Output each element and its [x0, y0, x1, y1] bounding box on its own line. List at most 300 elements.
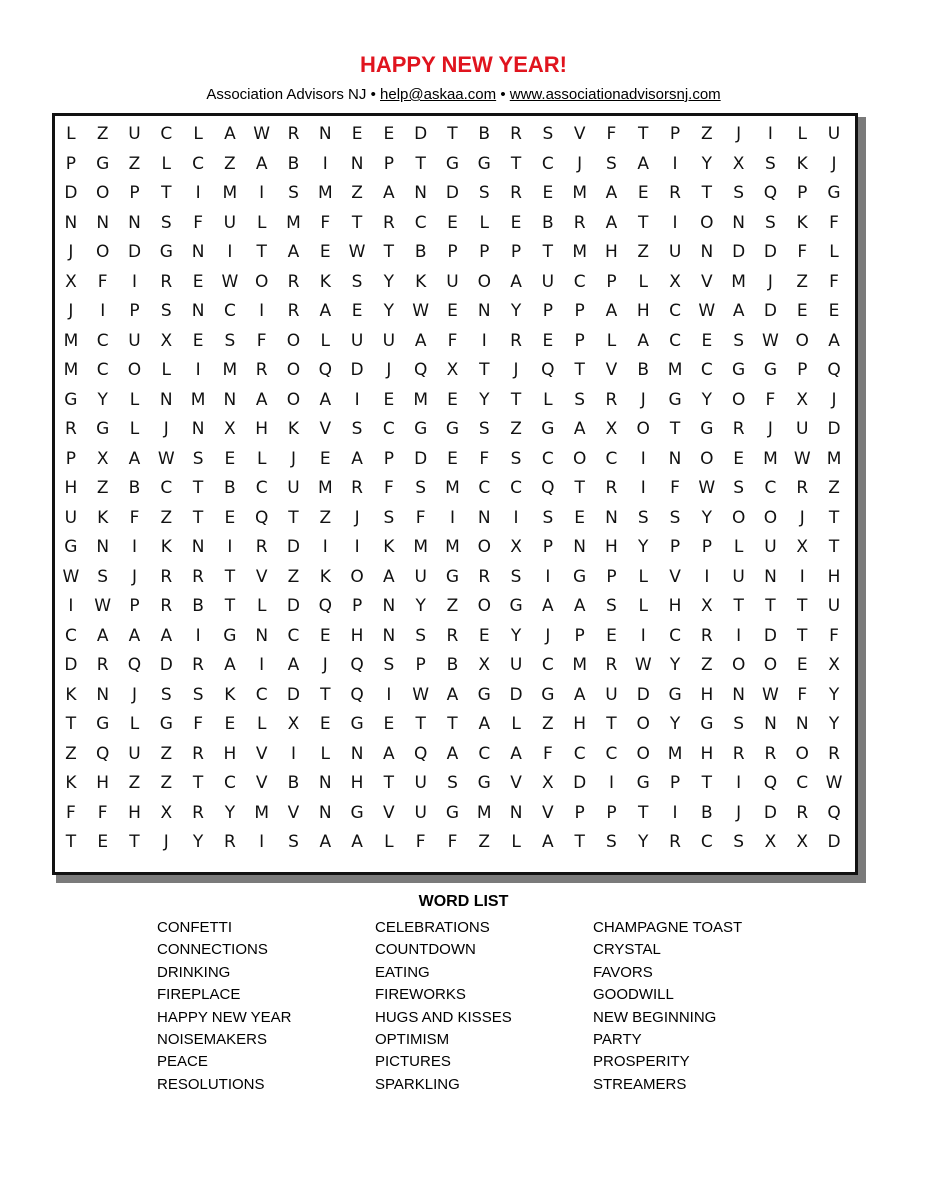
grid-letter[interactable]: O: [477, 537, 491, 557]
grid-letter[interactable]: N: [318, 802, 332, 823]
grid-letter[interactable]: E: [447, 212, 458, 233]
grid-letter[interactable]: G: [64, 389, 78, 410]
grid-letter[interactable]: W: [793, 448, 811, 469]
grid-letter[interactable]: E: [828, 301, 840, 321]
grid-letter[interactable]: T: [447, 714, 458, 734]
grid-letter[interactable]: P: [129, 301, 140, 321]
grid-letter[interactable]: C: [541, 655, 554, 675]
grid-letter[interactable]: P: [447, 242, 458, 262]
grid-letter[interactable]: E: [796, 655, 808, 675]
grid-letter[interactable]: G: [477, 684, 491, 705]
grid-letter[interactable]: I: [322, 153, 328, 174]
grid-letter[interactable]: E: [447, 448, 458, 469]
grid-letter[interactable]: P: [797, 183, 808, 203]
grid-letter[interactable]: Z: [796, 271, 809, 292]
grid-letter[interactable]: K: [224, 684, 236, 705]
grid-letter[interactable]: O: [286, 360, 301, 380]
grid-letter[interactable]: H: [128, 802, 141, 823]
grid-letter[interactable]: T: [669, 419, 681, 439]
grid-letter[interactable]: R: [192, 566, 204, 587]
grid-letter[interactable]: C: [700, 832, 713, 852]
grid-letter[interactable]: S: [606, 153, 617, 174]
grid-letter[interactable]: A: [255, 389, 268, 410]
grid-letter[interactable]: D: [286, 537, 301, 557]
grid-letter[interactable]: M: [445, 537, 460, 557]
grid-letter[interactable]: B: [287, 773, 300, 793]
grid-letter[interactable]: A: [351, 832, 363, 852]
grid-letter[interactable]: F: [193, 212, 203, 233]
grid-letter[interactable]: J: [577, 153, 583, 174]
grid-letter[interactable]: Z: [542, 714, 554, 734]
grid-letter[interactable]: T: [828, 537, 840, 557]
grid-letter[interactable]: G: [477, 773, 491, 793]
grid-letter[interactable]: L: [256, 596, 267, 616]
grid-letter[interactable]: A: [224, 124, 236, 144]
grid-letter[interactable]: K: [415, 271, 427, 292]
grid-letter[interactable]: I: [227, 537, 233, 557]
grid-letter[interactable]: Q: [318, 596, 332, 616]
grid-letter[interactable]: I: [259, 301, 265, 321]
grid-letter[interactable]: V: [605, 360, 618, 380]
grid-letter[interactable]: F: [97, 802, 108, 823]
grid-letter[interactable]: B: [637, 360, 650, 380]
grid-letter[interactable]: L: [129, 389, 140, 410]
grid-letter[interactable]: F: [829, 212, 839, 233]
grid-letter[interactable]: Q: [413, 360, 428, 380]
grid-letter[interactable]: A: [510, 743, 522, 764]
grid-letter[interactable]: X: [796, 537, 809, 557]
grid-letter[interactable]: A: [478, 714, 491, 734]
grid-letter[interactable]: I: [322, 537, 328, 557]
grid-letter[interactable]: Y: [701, 153, 713, 174]
grid-letter[interactable]: T: [574, 478, 585, 498]
grid-letter[interactable]: V: [383, 802, 395, 823]
grid-letter[interactable]: M: [572, 183, 587, 203]
grid-letter[interactable]: Y: [383, 271, 395, 292]
grid-letter[interactable]: N: [255, 625, 269, 646]
grid-letter[interactable]: Z: [446, 596, 459, 616]
grid-letter[interactable]: L: [829, 242, 839, 262]
grid-letter[interactable]: S: [351, 419, 363, 439]
grid-letter[interactable]: X: [701, 596, 713, 616]
grid-letter[interactable]: W: [62, 566, 80, 587]
grid-letter[interactable]: A: [128, 448, 141, 469]
grid-letter[interactable]: C: [796, 773, 809, 793]
grid-letter[interactable]: E: [701, 330, 713, 351]
grid-letter[interactable]: Z: [160, 743, 173, 764]
grid-letter[interactable]: E: [319, 242, 331, 262]
grid-letter[interactable]: Q: [413, 743, 428, 764]
grid-letter[interactable]: P: [574, 625, 585, 646]
grid-letter[interactable]: A: [319, 389, 332, 410]
grid-letter[interactable]: O: [96, 242, 110, 262]
grid-letter[interactable]: I: [640, 625, 646, 646]
grid-letter[interactable]: X: [65, 271, 77, 292]
grid-letter[interactable]: M: [476, 802, 492, 823]
grid-letter[interactable]: O: [572, 448, 587, 469]
grid-letter[interactable]: S: [510, 566, 522, 587]
grid-letter[interactable]: T: [192, 478, 204, 498]
grid-letter[interactable]: T: [256, 242, 267, 262]
grid-letter[interactable]: N: [382, 596, 396, 616]
grid-letter[interactable]: T: [733, 596, 744, 616]
grid-letter[interactable]: Z: [65, 743, 77, 764]
grid-letter[interactable]: A: [446, 743, 459, 764]
grid-letter[interactable]: D: [286, 596, 301, 616]
grid-letter[interactable]: M: [222, 183, 238, 203]
grid-letter[interactable]: Y: [701, 507, 713, 528]
grid-letter[interactable]: K: [287, 419, 300, 439]
grid-letter[interactable]: G: [159, 242, 173, 262]
email-link[interactable]: help@askaa.com: [380, 86, 497, 103]
grid-letter[interactable]: H: [350, 773, 364, 793]
grid-letter[interactable]: I: [640, 478, 646, 498]
grid-letter[interactable]: A: [224, 655, 236, 675]
grid-letter[interactable]: F: [415, 507, 426, 528]
grid-letter[interactable]: M: [63, 360, 79, 380]
grid-letter[interactable]: D: [64, 183, 78, 203]
grid-letter[interactable]: N: [477, 507, 491, 528]
grid-letter[interactable]: A: [573, 419, 586, 439]
grid-letter[interactable]: Z: [637, 242, 650, 262]
grid-letter[interactable]: E: [319, 714, 331, 734]
grid-letter[interactable]: J: [131, 566, 137, 587]
grid-letter[interactable]: J: [545, 625, 551, 646]
grid-letter[interactable]: Q: [350, 655, 364, 675]
grid-letter[interactable]: I: [259, 832, 265, 852]
grid-letter[interactable]: G: [763, 360, 778, 380]
grid-letter[interactable]: R: [700, 625, 713, 646]
grid-letter[interactable]: X: [605, 419, 618, 439]
grid-letter[interactable]: Y: [510, 625, 522, 646]
grid-letter[interactable]: L: [320, 743, 331, 764]
grid-letter[interactable]: U: [350, 330, 364, 351]
grid-letter[interactable]: X: [224, 419, 236, 439]
grid-letter[interactable]: E: [606, 625, 617, 646]
grid-letter[interactable]: Q: [318, 360, 332, 380]
grid-letter[interactable]: F: [66, 802, 76, 823]
grid-letter[interactable]: F: [129, 507, 140, 528]
grid-letter[interactable]: E: [351, 124, 363, 144]
grid-letter[interactable]: T: [383, 242, 395, 262]
grid-letter[interactable]: Y: [415, 596, 426, 616]
grid-letter[interactable]: E: [224, 714, 236, 734]
grid-letter[interactable]: D: [350, 360, 364, 380]
grid-letter[interactable]: L: [256, 212, 267, 233]
grid-letter[interactable]: F: [542, 743, 553, 764]
grid-letter[interactable]: R: [160, 566, 173, 587]
grid-letter[interactable]: B: [701, 802, 713, 823]
grid-letter[interactable]: O: [96, 183, 110, 203]
grid-letter[interactable]: G: [445, 153, 460, 174]
grid-letter[interactable]: F: [383, 478, 394, 498]
grid-letter[interactable]: I: [354, 389, 360, 410]
grid-letter[interactable]: I: [354, 537, 360, 557]
grid-letter[interactable]: A: [255, 153, 268, 174]
grid-letter[interactable]: C: [223, 773, 236, 793]
grid-letter[interactable]: E: [637, 183, 649, 203]
grid-letter[interactable]: A: [383, 183, 395, 203]
grid-letter[interactable]: T: [224, 566, 236, 587]
grid-letter[interactable]: L: [256, 448, 267, 469]
grid-letter[interactable]: F: [415, 832, 426, 852]
grid-letter[interactable]: S: [351, 271, 363, 292]
grid-letter[interactable]: Y: [192, 832, 204, 852]
grid-letter[interactable]: U: [509, 655, 523, 675]
grid-letter[interactable]: Q: [127, 655, 142, 675]
grid-letter[interactable]: Z: [96, 124, 109, 144]
grid-letter[interactable]: X: [510, 537, 522, 557]
grid-letter[interactable]: N: [96, 684, 110, 705]
grid-letter[interactable]: U: [668, 242, 682, 262]
grid-letter[interactable]: J: [322, 655, 328, 675]
grid-letter[interactable]: S: [447, 773, 458, 793]
grid-letter[interactable]: A: [542, 596, 554, 616]
grid-letter[interactable]: W: [698, 478, 716, 498]
grid-letter[interactable]: A: [573, 684, 586, 705]
grid-letter[interactable]: H: [700, 743, 714, 764]
grid-letter[interactable]: U: [223, 212, 237, 233]
grid-letter[interactable]: G: [159, 714, 173, 734]
grid-letter[interactable]: U: [128, 124, 141, 144]
grid-letter[interactable]: L: [161, 360, 172, 380]
grid-letter[interactable]: R: [796, 802, 809, 823]
grid-letter[interactable]: T: [415, 714, 426, 734]
grid-letter[interactable]: T: [192, 507, 204, 528]
grid-letter[interactable]: J: [163, 419, 169, 439]
grid-letter[interactable]: O: [731, 655, 746, 675]
grid-letter[interactable]: N: [668, 448, 682, 469]
grid-letter[interactable]: S: [733, 714, 745, 734]
grid-letter[interactable]: C: [605, 448, 618, 469]
grid-letter[interactable]: X: [96, 448, 109, 469]
grid-letter[interactable]: A: [573, 596, 586, 616]
grid-letter[interactable]: L: [797, 124, 807, 144]
grid-letter[interactable]: M: [572, 242, 587, 262]
grid-letter[interactable]: T: [606, 714, 617, 734]
grid-letter[interactable]: J: [290, 448, 296, 469]
grid-letter[interactable]: U: [287, 478, 300, 498]
grid-letter[interactable]: N: [732, 212, 745, 233]
grid-letter[interactable]: D: [509, 684, 523, 705]
grid-letter[interactable]: T: [479, 360, 490, 380]
grid-letter[interactable]: E: [224, 507, 236, 528]
grid-letter[interactable]: R: [287, 301, 300, 321]
grid-letter[interactable]: Y: [638, 832, 649, 852]
grid-letter[interactable]: F: [320, 212, 331, 233]
grid-letter[interactable]: L: [638, 271, 648, 292]
grid-letter[interactable]: B: [478, 124, 491, 144]
grid-letter[interactable]: A: [351, 448, 363, 469]
grid-letter[interactable]: C: [255, 684, 268, 705]
grid-letter[interactable]: F: [256, 330, 267, 351]
grid-letter[interactable]: M: [826, 448, 842, 469]
grid-letter[interactable]: E: [796, 301, 808, 321]
grid-letter[interactable]: P: [510, 242, 522, 262]
grid-letter[interactable]: P: [701, 537, 712, 557]
grid-letter[interactable]: Q: [254, 507, 269, 528]
grid-letter[interactable]: D: [763, 802, 777, 823]
grid-letter[interactable]: N: [191, 419, 205, 439]
grid-letter[interactable]: F: [797, 684, 808, 705]
grid-letter[interactable]: C: [669, 301, 681, 321]
grid-letter[interactable]: L: [384, 832, 394, 852]
grid-letter[interactable]: B: [414, 242, 427, 262]
grid-letter[interactable]: D: [573, 773, 587, 793]
grid-letter[interactable]: L: [511, 714, 521, 734]
grid-letter[interactable]: Z: [828, 478, 840, 498]
grid-letter[interactable]: I: [290, 743, 296, 764]
grid-letter[interactable]: T: [701, 773, 713, 793]
grid-letter[interactable]: J: [513, 360, 519, 380]
grid-letter[interactable]: U: [827, 596, 841, 616]
grid-letter[interactable]: N: [96, 537, 110, 557]
grid-letter[interactable]: D: [127, 242, 142, 262]
grid-letter[interactable]: R: [796, 478, 809, 498]
grid-letter[interactable]: R: [192, 743, 204, 764]
grid-letter[interactable]: Q: [763, 773, 778, 793]
grid-letter[interactable]: S: [383, 507, 395, 528]
grid-letter[interactable]: Q: [96, 743, 110, 764]
grid-letter[interactable]: D: [827, 419, 841, 439]
grid-letter[interactable]: M: [317, 183, 333, 203]
grid-letter[interactable]: I: [131, 537, 137, 557]
grid-letter[interactable]: H: [573, 714, 587, 734]
grid-letter[interactable]: V: [669, 566, 681, 587]
grid-letter[interactable]: I: [227, 242, 233, 262]
grid-letter[interactable]: G: [636, 773, 650, 793]
grid-letter[interactable]: C: [64, 625, 77, 646]
grid-letter[interactable]: T: [828, 507, 840, 528]
grid-letter[interactable]: O: [127, 360, 142, 380]
grid-letter[interactable]: X: [542, 773, 554, 793]
grid-letter[interactable]: R: [287, 124, 300, 144]
grid-letter[interactable]: B: [192, 596, 204, 616]
grid-letter[interactable]: M: [763, 448, 778, 469]
grid-letter[interactable]: R: [605, 389, 618, 410]
grid-letter[interactable]: Z: [478, 832, 491, 852]
grid-letter[interactable]: R: [351, 478, 363, 498]
grid-letter[interactable]: N: [573, 537, 586, 557]
grid-letter[interactable]: K: [160, 537, 172, 557]
grid-letter[interactable]: T: [510, 389, 522, 410]
grid-letter[interactable]: X: [446, 360, 459, 380]
grid-letter[interactable]: L: [511, 832, 521, 852]
grid-letter[interactable]: D: [64, 655, 78, 675]
grid-letter[interactable]: Y: [669, 714, 681, 734]
grid-letter[interactable]: H: [255, 419, 269, 439]
grid-letter[interactable]: M: [254, 802, 270, 823]
grid-letter[interactable]: N: [191, 537, 205, 557]
grid-letter[interactable]: G: [827, 183, 841, 203]
grid-letter[interactable]: S: [415, 625, 427, 646]
grid-letter[interactable]: C: [541, 153, 554, 174]
grid-letter[interactable]: M: [413, 389, 428, 410]
grid-letter[interactable]: A: [128, 625, 141, 646]
grid-letter[interactable]: M: [317, 478, 333, 498]
grid-letter[interactable]: T: [797, 625, 808, 646]
grid-letter[interactable]: O: [286, 389, 301, 410]
grid-letter[interactable]: Z: [128, 153, 141, 174]
grid-letter[interactable]: X: [796, 832, 809, 852]
grid-letter[interactable]: E: [383, 389, 395, 410]
grid-letter[interactable]: S: [478, 183, 490, 203]
grid-letter[interactable]: E: [478, 625, 490, 646]
grid-letter[interactable]: I: [767, 124, 773, 144]
grid-letter[interactable]: E: [319, 448, 331, 469]
grid-letter[interactable]: H: [700, 684, 714, 705]
grid-letter[interactable]: L: [256, 714, 267, 734]
grid-letter[interactable]: C: [669, 330, 681, 351]
grid-letter[interactable]: I: [449, 507, 455, 528]
grid-letter[interactable]: G: [700, 714, 714, 734]
grid-letter[interactable]: K: [65, 773, 77, 793]
grid-letter[interactable]: T: [65, 832, 77, 852]
grid-letter[interactable]: O: [795, 743, 809, 764]
grid-letter[interactable]: F: [193, 714, 203, 734]
grid-letter[interactable]: A: [96, 625, 109, 646]
grid-letter[interactable]: A: [605, 212, 618, 233]
grid-letter[interactable]: L: [161, 153, 172, 174]
grid-letter[interactable]: P: [129, 183, 140, 203]
grid-letter[interactable]: Q: [763, 183, 778, 203]
grid-letter[interactable]: F: [479, 448, 490, 469]
grid-letter[interactable]: U: [64, 507, 78, 528]
grid-letter[interactable]: Z: [287, 566, 300, 587]
grid-letter[interactable]: U: [128, 743, 141, 764]
grid-letter[interactable]: P: [606, 271, 617, 292]
grid-letter[interactable]: R: [732, 743, 745, 764]
grid-letter[interactable]: P: [129, 596, 140, 616]
grid-letter[interactable]: R: [160, 271, 173, 292]
grid-letter[interactable]: I: [545, 566, 551, 587]
grid-letter[interactable]: J: [386, 360, 392, 380]
grid-letter[interactable]: X: [669, 271, 681, 292]
grid-letter[interactable]: C: [605, 743, 618, 764]
website-link[interactable]: www.associationadvisorsnj.com: [509, 86, 721, 103]
grid-letter[interactable]: G: [96, 153, 110, 174]
grid-letter[interactable]: Y: [510, 301, 522, 321]
grid-letter[interactable]: T: [65, 714, 77, 734]
grid-letter[interactable]: J: [68, 242, 74, 262]
grid-letter[interactable]: S: [415, 478, 427, 498]
grid-letter[interactable]: D: [763, 242, 777, 262]
grid-letter[interactable]: S: [383, 655, 395, 675]
grid-letter[interactable]: R: [573, 212, 586, 233]
grid-letter[interactable]: Y: [828, 684, 840, 705]
grid-letter[interactable]: Z: [351, 183, 363, 203]
grid-letter[interactable]: T: [415, 153, 426, 174]
grid-letter[interactable]: I: [736, 773, 742, 793]
grid-letter[interactable]: Y: [669, 655, 681, 675]
grid-letter[interactable]: G: [64, 537, 78, 557]
grid-letter[interactable]: A: [828, 330, 840, 351]
grid-letter[interactable]: J: [831, 153, 837, 174]
grid-letter[interactable]: X: [478, 655, 491, 675]
grid-letter[interactable]: S: [510, 448, 522, 469]
grid-letter[interactable]: T: [542, 242, 554, 262]
grid-letter[interactable]: D: [732, 242, 746, 262]
grid-letter[interactable]: X: [160, 802, 173, 823]
grid-letter[interactable]: O: [636, 419, 650, 439]
grid-letter[interactable]: Z: [701, 655, 713, 675]
grid-letter[interactable]: E: [733, 448, 744, 469]
grid-letter[interactable]: M: [63, 330, 79, 351]
grid-letter[interactable]: E: [447, 389, 458, 410]
grid-letter[interactable]: D: [763, 625, 777, 646]
grid-letter[interactable]: A: [319, 832, 332, 852]
grid-letter[interactable]: D: [159, 655, 173, 675]
